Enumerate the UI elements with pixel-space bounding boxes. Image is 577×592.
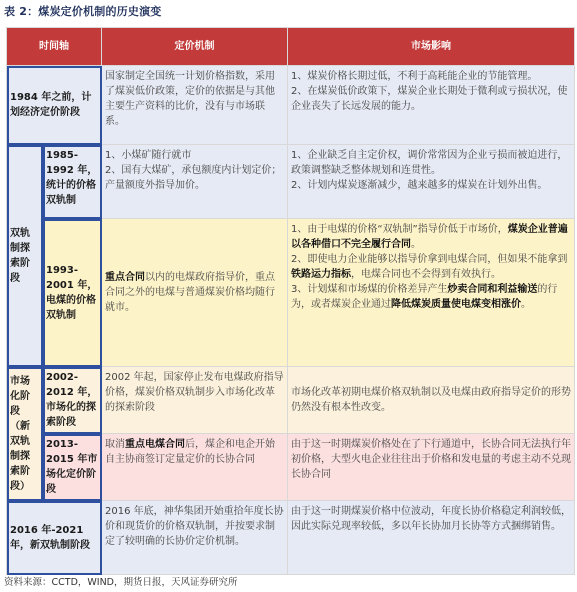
impact-text: 1、由于电煤的价格“双轨制”指导价低于市场价， xyxy=(291,224,508,235)
impact-text: ，电煤合同也不会得到有效执行。 3、计划煤和市场煤的价格差异产生 xyxy=(291,269,501,295)
source-note: 资料来源：CCTD，WIND，期货日报，天风证券研究所 xyxy=(4,577,238,588)
table-row xyxy=(7,501,575,575)
pricing-prefix: 取消 xyxy=(105,439,125,450)
impact-cell: 市场化改革初期电煤价格双轨制以及电煤由政府指导定价的形势仍然没有根本性改变。 xyxy=(288,367,575,434)
header-impact: 市场影响 xyxy=(288,28,575,66)
period-cell: 2013-2015 年市场化定价阶段 xyxy=(43,434,102,501)
group-cell: 双轨制探索阶段 xyxy=(7,145,43,367)
pricing-cell: 国家制定全国统一计划价格指数，采用了煤炭低价政策，定价的依据是与其他主要生产资料的比价，没有与市场联系。 xyxy=(102,66,288,145)
pricing-cell: 1、小煤矿随行就市 2、国有大煤矿，承包额度内计划定价；产量额度外指导加价。 xyxy=(102,145,288,219)
pricing-cell xyxy=(102,434,288,501)
pricing-cell: 2016 年底，神华集团开始重拾年度长协价和现货价的价格双轨制，并按要求制定了较明确的长协价定价机制。 xyxy=(102,501,288,575)
group-cell: 市场化阶段（新双轨制探索阶段） xyxy=(7,367,43,501)
pricing-history-table xyxy=(6,27,575,575)
pricing-highlight: 重点合同 xyxy=(105,272,145,283)
header-timeline: 时间轴 xyxy=(7,28,102,66)
impact-highlight: 煤炭企业普遍以各种借口不完全履行合同 xyxy=(291,224,568,250)
pricing-cell: 2002 年起，国家停止发布电煤政府指导价格，煤炭价格双轨制步入市场化改革的探索阶段 xyxy=(102,367,288,434)
table-caption: 表 2：煤炭定价机制的历史演变 xyxy=(4,5,162,18)
pricing-text: 后，煤企和电企开始自主协商签订定量定价的长协合同 xyxy=(105,439,275,465)
table-row xyxy=(7,66,575,145)
impact-highlight: 炒卖合同和利益输送 xyxy=(447,284,538,295)
pricing-cell xyxy=(102,219,288,367)
impact-text: 。 2、即使电力企业能够以指导价拿到电煤合同，但如果不能拿到 xyxy=(291,239,568,265)
table-row xyxy=(7,145,575,219)
impact-text: 的行为，或者煤炭企业通过 xyxy=(291,284,558,310)
impact-highlight: 铁路运力指标 xyxy=(291,269,351,280)
impact-cell: 1、煤炭价格长期过低，不利于高耗能企业的节能管理。 2、在煤炭低价政策下，煤炭企业长期处于微利或亏损状况，使企业丧失了长远发展的能力。 xyxy=(288,66,575,145)
table-row xyxy=(7,219,575,367)
pricing-highlight: 重点电煤合同 xyxy=(125,439,185,450)
period-cell: 2016 年-2021 年，新双轨制阶段 xyxy=(7,501,102,575)
impact-cell: 由于这一时期煤炭价格中位波动，年度长协价格稳定利润较低，因此实际兑现率较低，多以年长协加月长协等方式捆绑销售。 xyxy=(288,501,575,575)
period-cell: 1993-2001 年，电煤的价格双轨制 xyxy=(43,219,102,367)
period-cell: 1984 年之前，计划经济定价阶段 xyxy=(7,66,102,145)
period-cell: 2002-2012 年，市场化的探索阶段 xyxy=(43,367,102,434)
impact-cell: 由于这一时期煤炭价格处在了下行通道中，长协合同无法执行年初价格，大型火电企业往往出于价格和发电量的考虑主动不兑现长协合同 xyxy=(288,434,575,501)
header-pricing: 定价机制 xyxy=(102,28,288,66)
impact-text: 。 xyxy=(521,299,531,310)
period-cell: 1985-1992 年，统计的价格双轨制 xyxy=(43,145,102,219)
impact-cell xyxy=(288,219,575,367)
pricing-text: 以内的电煤政府指导价，重点合同之外的电煤与普通煤炭价格均随行就市。 xyxy=(105,272,275,313)
table-header-row xyxy=(7,28,575,66)
impact-highlight: 降低煤炭质量使电煤变相涨价 xyxy=(391,299,521,310)
impact-cell: 1、企业缺乏自主定价权，调价常常因为企业亏损而被迫进行，政策调整缺乏整体规划和连贯性。 2、计划内煤炭逐渐减少，越来越多的煤炭在计划外出售。 xyxy=(288,145,575,219)
table-row xyxy=(7,434,575,501)
table-row xyxy=(7,367,575,434)
